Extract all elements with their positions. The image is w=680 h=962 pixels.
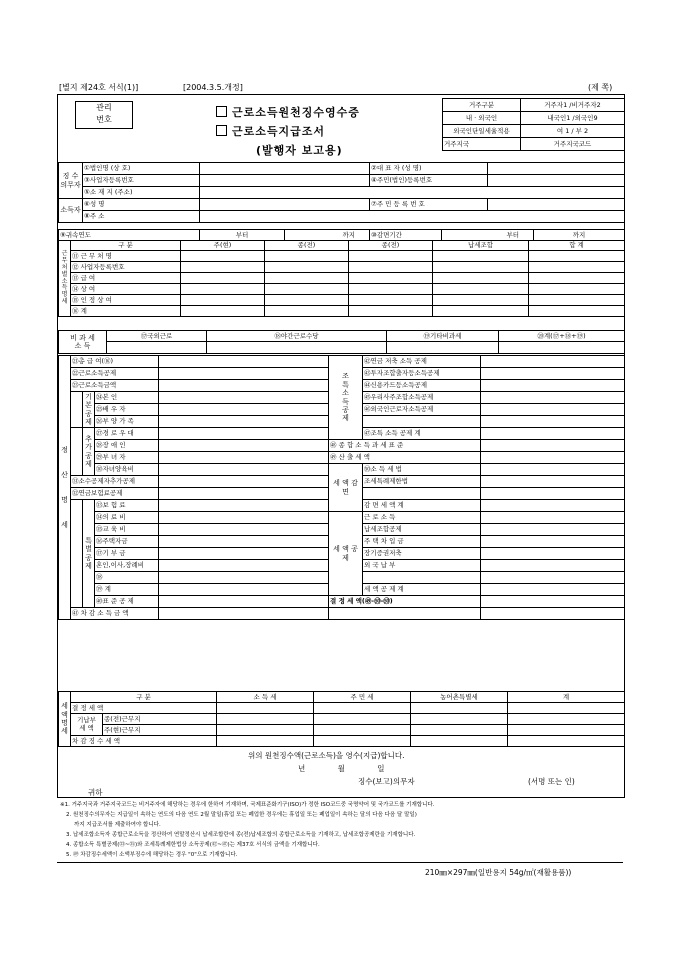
row-label: ㊼조특 소득 공제 계 bbox=[363, 428, 481, 440]
residency-value[interactable]: 거주자1 /비거주자2 bbox=[521, 99, 625, 112]
residency-label: 거주구분 bbox=[443, 99, 521, 112]
cell[interactable] bbox=[159, 524, 329, 536]
cell[interactable] bbox=[349, 251, 433, 262]
row-label: ㉛소수공제자추가공제 bbox=[71, 476, 159, 488]
cell[interactable] bbox=[433, 251, 529, 262]
row-label: 장기증권저축 bbox=[363, 548, 481, 560]
nontax-total-label: ⑳계(⑰+⑱+⑲) bbox=[499, 331, 625, 342]
cell[interactable] bbox=[217, 725, 314, 736]
other-nontax-label: ⑲기타비과세 bbox=[387, 331, 499, 342]
cell[interactable] bbox=[159, 512, 329, 524]
row-label: ㉒근로소득공제 bbox=[71, 368, 159, 380]
form-revision-date: [2004.3.5.개정] bbox=[183, 83, 243, 92]
attribution-year-label: ⑨귀속연도 bbox=[59, 230, 200, 241]
row-label: 외 국 납 부 bbox=[363, 560, 481, 572]
row-label bbox=[363, 572, 481, 584]
row-label: ㉘장 애 인 bbox=[95, 440, 159, 452]
mgmt-label: 관리 bbox=[96, 103, 112, 112]
seal-label: (서명 또는 인) bbox=[528, 777, 575, 786]
cell[interactable] bbox=[481, 428, 625, 440]
col-header: 주 민 세 bbox=[314, 692, 411, 703]
cell[interactable] bbox=[481, 368, 625, 380]
notes-section bbox=[60, 800, 625, 860]
divider bbox=[57, 862, 623, 863]
cell[interactable] bbox=[433, 284, 529, 295]
flat-rate-label: 외국인단일세율적용 bbox=[443, 125, 521, 138]
cell[interactable] bbox=[159, 404, 329, 416]
cell[interactable] bbox=[529, 306, 625, 317]
nationality-label: 내 · 외국인 bbox=[443, 112, 521, 125]
cell[interactable] bbox=[159, 380, 329, 392]
cell[interactable] bbox=[314, 714, 411, 725]
cell[interactable] bbox=[159, 440, 329, 452]
representative-field[interactable] bbox=[488, 163, 625, 175]
cell[interactable] bbox=[265, 273, 349, 284]
cell[interactable] bbox=[508, 703, 625, 714]
reduction-from[interactable]: 부터 bbox=[442, 230, 534, 241]
prepaid-label: 기납부 세 액 bbox=[71, 714, 103, 736]
cell[interactable] bbox=[159, 548, 329, 560]
row-label: ⑯ 계 bbox=[71, 306, 181, 317]
col-header: 구 분 bbox=[71, 692, 217, 703]
row-label: ㉓근로소득금액 bbox=[71, 380, 159, 392]
payer-earner-table bbox=[58, 162, 625, 223]
row-label bbox=[363, 488, 481, 500]
col-header: 납세조합 bbox=[433, 241, 529, 251]
col-header: 주(현) bbox=[181, 241, 265, 251]
cell[interactable] bbox=[481, 416, 625, 428]
cell[interactable] bbox=[314, 703, 411, 714]
row-label: ㉚자녀양육비 bbox=[95, 464, 159, 476]
cell[interactable] bbox=[181, 306, 265, 317]
row-label: 결 정 세 액 bbox=[71, 703, 217, 714]
cell[interactable] bbox=[181, 262, 265, 273]
cell[interactable] bbox=[481, 476, 625, 488]
period-to[interactable]: 까지 bbox=[285, 230, 370, 241]
earner-address-label: ⑧주 소 bbox=[83, 211, 200, 223]
row-label: 세 액 공 제 계 bbox=[363, 584, 481, 596]
note-item: 5. ㊾ 차감징수세액이 소액부징수에 해당하는 경우 "0"으로 기재합니다. bbox=[66, 852, 238, 858]
workplace-income-table bbox=[58, 240, 625, 317]
company-name-field[interactable] bbox=[200, 163, 370, 175]
representative-label: ②대 표 자 (성 명) bbox=[370, 163, 488, 175]
cell[interactable] bbox=[314, 736, 411, 747]
earner-id-field[interactable] bbox=[488, 199, 625, 211]
cell[interactable] bbox=[159, 572, 329, 584]
period-from[interactable]: 부터 bbox=[200, 230, 285, 241]
row-label: ㉑총 급 여(⑯) bbox=[71, 356, 159, 368]
cell[interactable] bbox=[433, 262, 529, 273]
cell[interactable] bbox=[481, 440, 625, 452]
receipt-statement: 위의 원천징수액(근로소득)을 영수(지급)합니다. bbox=[248, 751, 405, 760]
col-header: 농어촌특별세 bbox=[411, 692, 508, 703]
note-item: 3. 납세조합소득자 종합근로소득을 정산하여 연말정산시 납세조합란에 종(전)납세조합의 종합근로소득을 기재하고, 납세조합공제란을 기재합니다. bbox=[66, 832, 416, 838]
cell[interactable] bbox=[349, 295, 433, 306]
cell[interactable] bbox=[481, 464, 625, 476]
cell[interactable] bbox=[481, 608, 625, 620]
cell[interactable] bbox=[481, 380, 625, 392]
row-label: ⑭ 상 여 bbox=[71, 284, 181, 295]
cell[interactable] bbox=[159, 476, 329, 488]
workplace-side-label: 근 무 처 별 소 득 명 세 bbox=[59, 241, 71, 317]
title-3: (발행자 보고용) bbox=[256, 144, 343, 157]
checkbox-icon[interactable] bbox=[216, 106, 227, 117]
cell[interactable] bbox=[481, 560, 625, 572]
payer-label: 징 수 의무자 bbox=[59, 163, 83, 199]
management-number-box bbox=[75, 101, 133, 129]
cell[interactable] bbox=[265, 262, 349, 273]
row-label: ㉝보 험 료 bbox=[95, 500, 159, 512]
cell[interactable] bbox=[481, 596, 625, 608]
row-label: ㉟교 육 비 bbox=[95, 524, 159, 536]
row-label: ㉞의 료 비 bbox=[95, 512, 159, 524]
cell[interactable] bbox=[433, 306, 529, 317]
cell[interactable] bbox=[411, 725, 508, 736]
cell[interactable] bbox=[481, 512, 625, 524]
row-label: ㉜연금보험료공제 bbox=[71, 488, 159, 500]
country-label: 거주지국 bbox=[443, 138, 521, 151]
row-label: ⑪ 근 무 처 명 bbox=[71, 251, 181, 262]
row-label: ㊹신용카드등소득공제 bbox=[363, 380, 481, 392]
cell[interactable] bbox=[481, 392, 625, 404]
cell[interactable] bbox=[107, 342, 207, 354]
cell[interactable] bbox=[159, 452, 329, 464]
cell[interactable] bbox=[481, 584, 625, 596]
tax-summary-table bbox=[58, 691, 625, 747]
earner-name-field[interactable] bbox=[200, 199, 370, 211]
cell[interactable] bbox=[481, 548, 625, 560]
row-label: ㊳ bbox=[95, 572, 159, 584]
cell[interactable] bbox=[265, 295, 349, 306]
night-work-label: ⑱야간근로수당 bbox=[207, 331, 387, 342]
corp-id-field[interactable] bbox=[488, 175, 625, 187]
row-label: ㊿소 득 세 법 bbox=[363, 464, 481, 476]
tax-summary-side-label: 세 액 명 세 bbox=[59, 692, 71, 747]
row-label: 주(현)근무지 bbox=[103, 725, 217, 736]
col-header: 계 bbox=[508, 692, 625, 703]
detail-side-label: 정 산 명 세 bbox=[59, 356, 71, 620]
cell[interactable] bbox=[265, 306, 349, 317]
cell[interactable] bbox=[433, 295, 529, 306]
additional-deduction-label: 추가공제 bbox=[83, 428, 95, 476]
cell[interactable] bbox=[349, 273, 433, 284]
reduction-to[interactable]: 까지 bbox=[534, 230, 625, 241]
residency-table bbox=[442, 98, 625, 151]
row-label: 납세조합공제 bbox=[363, 524, 481, 536]
sign-date: 년 월 일 bbox=[298, 764, 385, 773]
cell[interactable] bbox=[433, 273, 529, 284]
cell[interactable] bbox=[349, 284, 433, 295]
cell[interactable] bbox=[481, 488, 625, 500]
payer-address-field[interactable] bbox=[200, 187, 625, 199]
earner-label: 소득자 bbox=[59, 199, 83, 223]
corp-id-label: ④주민(법인)등록번호 bbox=[370, 175, 488, 187]
col-header: 구 분 bbox=[71, 241, 181, 251]
cell[interactable] bbox=[411, 736, 508, 747]
cell[interactable] bbox=[159, 464, 329, 476]
row-label: ㊷연금 저축 소득 공제 bbox=[363, 356, 481, 368]
cell[interactable] bbox=[159, 584, 329, 596]
note-item: ※1. 거주지국과 거주지국코드는 비거주자에 해당하는 경우에 한하여 기재하며, 국제표준화기구(ISO)가 정한 ISO코드중 국명약어 및 국가코드를 기재합니다. bbox=[60, 802, 435, 808]
company-name-label: ①법인명 (상 호) bbox=[83, 163, 200, 175]
row-label: 종(전)근무지 bbox=[103, 714, 217, 725]
cell[interactable] bbox=[265, 284, 349, 295]
cell[interactable] bbox=[481, 572, 625, 584]
row-label: ㉖부 양 가 족 bbox=[95, 416, 159, 428]
cell[interactable] bbox=[159, 488, 329, 500]
note-item: 4. 종합소득 특별공제(㉝~㉟)와 조세특례제한법상 소득공제(㊷~㊼)는 제37호 서식의 금액을 기재합니다. bbox=[66, 842, 320, 848]
business-reg-label: ③사업자등록번호 bbox=[83, 175, 200, 187]
cell[interactable] bbox=[481, 452, 625, 464]
tax-deduction-mid-label: 조 특 소 득 공 제 bbox=[329, 356, 363, 440]
cell[interactable] bbox=[217, 736, 314, 747]
cell[interactable] bbox=[481, 524, 625, 536]
row-label: 주 택 차 입 금 bbox=[363, 536, 481, 548]
row-label: ㊶ 차 감 소 득 금 액 bbox=[71, 608, 159, 620]
country-code-label: 거주지국코드 bbox=[521, 138, 625, 151]
row-label: ㊾ 산 출 세 액 bbox=[329, 452, 481, 464]
row-label: 혼인,이사,장례비 bbox=[95, 560, 159, 572]
row-label: 근 로 소 득 bbox=[363, 512, 481, 524]
row-label: ㊸투자조합출자등소득공제 bbox=[363, 368, 481, 380]
settlement-detail-table bbox=[58, 355, 625, 620]
cell[interactable] bbox=[499, 342, 625, 354]
flat-rate-value[interactable]: 여 1 / 부 2 bbox=[521, 125, 625, 138]
cell[interactable] bbox=[181, 284, 265, 295]
note-item: 까지 지급조서를 제출하여야 합니다. bbox=[74, 822, 161, 828]
cell[interactable] bbox=[387, 342, 499, 354]
cell[interactable] bbox=[159, 392, 329, 404]
payer-address-label: ⑤소 재 지 (주소) bbox=[83, 187, 200, 199]
mgmt-label-2: 번호 bbox=[96, 115, 112, 124]
cell[interactable] bbox=[529, 251, 625, 262]
row-label: 조세특례제한법 bbox=[363, 476, 481, 488]
earner-address-field[interactable] bbox=[200, 211, 625, 223]
row-label: ㊽ 종 합 소 득 과 세 표 준 bbox=[329, 440, 481, 452]
row-label: ㉕배 우 자 bbox=[95, 404, 159, 416]
cell[interactable] bbox=[481, 536, 625, 548]
basic-deduction-label: 기본공제 bbox=[83, 392, 95, 428]
title-2: 근로소득지급조서 bbox=[216, 123, 325, 139]
cell[interactable] bbox=[481, 500, 625, 512]
row-label: ㊲기 부 금 bbox=[95, 548, 159, 560]
cell[interactable] bbox=[363, 416, 481, 428]
cell[interactable] bbox=[481, 356, 625, 368]
row-label: ⑮ 인 정 상 여 bbox=[71, 295, 181, 306]
form-number: [별지 제24호 서식(1)] bbox=[59, 83, 139, 92]
cell[interactable] bbox=[217, 714, 314, 725]
cell[interactable] bbox=[159, 560, 329, 572]
cell[interactable] bbox=[349, 262, 433, 273]
note-item: 2. 원천징수의무자는 지급일이 속하는 연도의 다음 연도 2월 말일(휴업 또는 폐업한 경우에는 휴업일 또는 폐업일이 속하는 달의 다음 다음 달 말일) bbox=[66, 812, 417, 818]
page-number: (제 쪽) bbox=[588, 83, 613, 92]
earner-id-label: ⑦주 민 등 록 번 호 bbox=[370, 199, 488, 211]
cell[interactable] bbox=[159, 536, 329, 548]
cell[interactable] bbox=[217, 703, 314, 714]
cell[interactable] bbox=[411, 703, 508, 714]
cell[interactable] bbox=[159, 608, 329, 620]
row-label: 감 면 세 액 계 bbox=[363, 500, 481, 512]
nontax-table bbox=[58, 330, 625, 354]
paper-spec: 210㎜×297㎜(일반용지 54g/㎡(재활용품)) bbox=[425, 868, 572, 877]
cell[interactable] bbox=[159, 500, 329, 512]
cell[interactable] bbox=[529, 273, 625, 284]
row-label: ㊻외국인근로자소득공제 bbox=[363, 404, 481, 416]
row-label: 차 감 징 수 세 액 bbox=[71, 736, 217, 747]
cell[interactable] bbox=[159, 416, 329, 428]
row-label: 결 정 세 액(㊾-㊿-㊿) bbox=[329, 596, 481, 608]
cell[interactable] bbox=[159, 356, 329, 368]
checkbox-icon[interactable] bbox=[216, 125, 227, 136]
col-header: 소 득 세 bbox=[217, 692, 314, 703]
cell[interactable] bbox=[159, 428, 329, 440]
row-label: ⑬ 급 여 bbox=[71, 273, 181, 284]
row-label: ㊴ 계 bbox=[95, 584, 159, 596]
row-label: ㊺우리사주조합소득공제 bbox=[363, 392, 481, 404]
cell[interactable] bbox=[181, 251, 265, 262]
cell[interactable] bbox=[181, 273, 265, 284]
tax-reduction-label: 세 액 감 면 bbox=[329, 464, 363, 512]
withholding-form bbox=[57, 94, 625, 798]
cell[interactable] bbox=[529, 262, 625, 273]
special-deduction-label: 특 별 공 제 bbox=[83, 500, 95, 608]
cell[interactable] bbox=[159, 368, 329, 380]
cell[interactable] bbox=[508, 725, 625, 736]
cell[interactable] bbox=[411, 714, 508, 725]
col-header: 종(전) bbox=[265, 241, 349, 251]
nontax-label: 비 과 세 소 득 bbox=[59, 331, 107, 354]
cell[interactable] bbox=[508, 736, 625, 747]
tax-credit-label: 세 액 공 제 bbox=[329, 512, 363, 596]
cell[interactable] bbox=[181, 295, 265, 306]
earner-name-label: ⑥성 명 bbox=[83, 199, 200, 211]
cell[interactable] bbox=[481, 404, 625, 416]
row-label: ㉗경 로 우 대 bbox=[95, 428, 159, 440]
title-1: 근로소득원천징수영수증 bbox=[216, 104, 360, 120]
cell[interactable] bbox=[265, 251, 349, 262]
reduction-period-label: ⑩감면기간 bbox=[370, 230, 442, 241]
nationality-value[interactable]: 내국인1 /외국인9 bbox=[521, 112, 625, 125]
row-label: ㊱주택자금 bbox=[95, 536, 159, 548]
row-label: ㊵표 준 공 제 bbox=[95, 596, 159, 608]
cell[interactable] bbox=[314, 725, 411, 736]
business-reg-field[interactable] bbox=[200, 175, 370, 187]
cell[interactable] bbox=[159, 596, 329, 608]
cell[interactable] bbox=[529, 295, 625, 306]
col-header: 종(전) bbox=[349, 241, 433, 251]
row-label: ⑫ 사업자등록번호 bbox=[71, 262, 181, 273]
row-label: ㉔본 인 bbox=[95, 392, 159, 404]
payer-sign-label: 징수(보고)의무자 bbox=[358, 777, 415, 786]
cell[interactable] bbox=[207, 342, 387, 354]
cell[interactable] bbox=[529, 284, 625, 295]
overseas-label: ⑰국외근로 bbox=[107, 331, 207, 342]
addressee-label: 귀하 bbox=[88, 788, 103, 797]
cell[interactable] bbox=[508, 714, 625, 725]
cell[interactable] bbox=[349, 306, 433, 317]
row-label: ㉙부 녀 자 bbox=[95, 452, 159, 464]
col-header: 합 계 bbox=[529, 241, 625, 251]
